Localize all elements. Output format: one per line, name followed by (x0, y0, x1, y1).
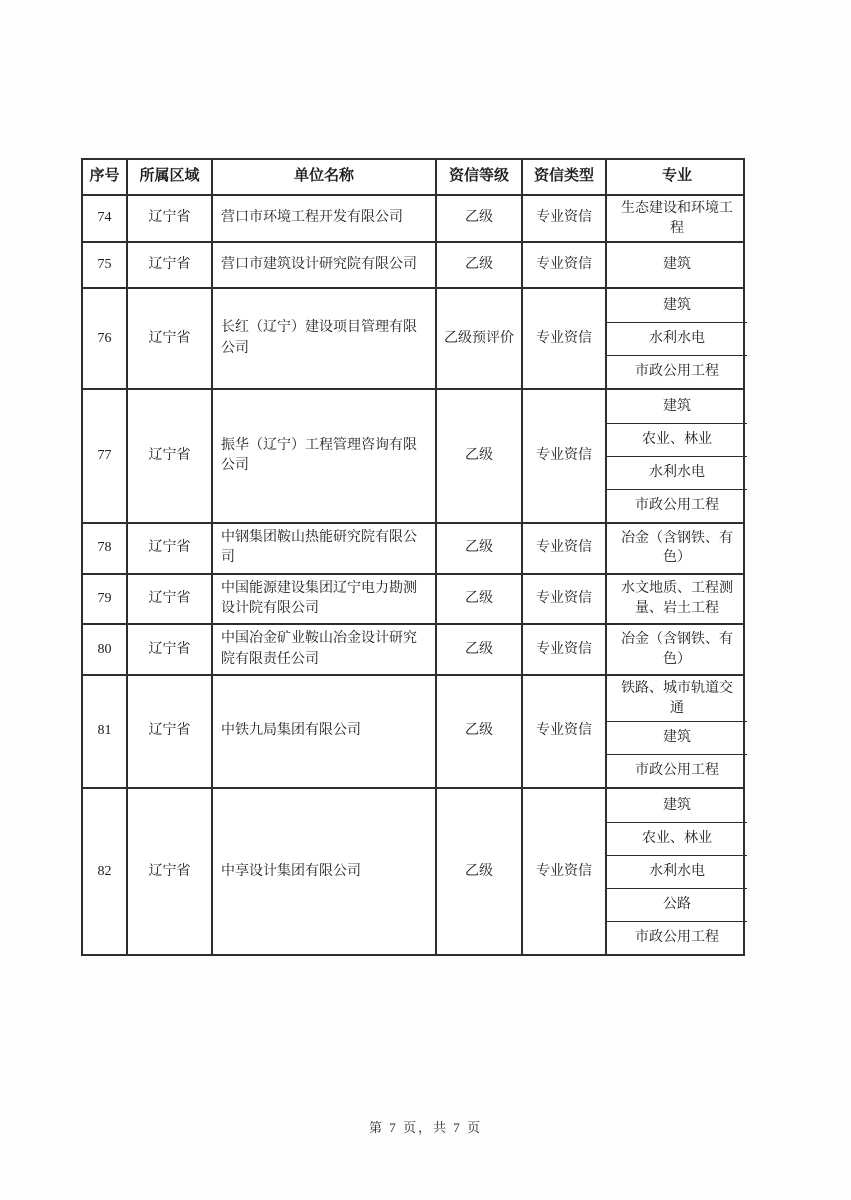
specialty-item: 建筑 (607, 721, 747, 754)
row-cell-type: 专业资信 (521, 789, 605, 954)
row-cell-grade: 乙级 (435, 196, 521, 241)
specialty-item: 市政公用工程 (607, 921, 747, 954)
table-body (83, 194, 743, 954)
header-cell-name: 单位名称 (211, 160, 435, 194)
row-cell-specialties (605, 676, 747, 787)
row-cell-region: 辽宁省 (126, 243, 211, 287)
table-row (83, 241, 743, 287)
row-cell-specialties (605, 575, 747, 624)
specialty-item: 农业、林业 (607, 423, 747, 456)
row-cell-type: 专业资信 (521, 289, 605, 388)
table-row (83, 388, 743, 522)
header-cell-grade: 资信等级 (435, 160, 521, 194)
specialty-item: 市政公用工程 (607, 754, 747, 787)
specialty-item: 冶金（含钢铁、有色） (621, 632, 733, 667)
row-cell-grade: 乙级 (435, 676, 521, 787)
row-cell-region: 辽宁省 (126, 289, 211, 388)
row-cell-region: 辽宁省 (126, 676, 211, 787)
header-cell-region: 所属区域 (126, 160, 211, 194)
header-cell-type: 资信类型 (521, 160, 605, 194)
row-cell-grade: 乙级 (435, 789, 521, 954)
row-cell-no: 74 (97, 210, 112, 226)
specialty-item: 农业、林业 (607, 822, 747, 855)
row-cell-grade: 乙级 (435, 243, 521, 287)
header-cell-no: 序号 (89, 168, 120, 185)
row-cell-grade: 乙级预评价 (435, 289, 521, 388)
table-row (83, 674, 743, 787)
row-cell-no: 82 (97, 863, 112, 879)
row-cell-no: 76 (97, 330, 112, 346)
specialty-item: 冶金（含钢铁、有色） (621, 530, 733, 566)
row-cell-type: 专业资信 (521, 196, 605, 241)
specialty-item: 铁路、城市轨道交通 (621, 680, 733, 716)
row-cell-type: 专业资信 (521, 524, 605, 573)
row-cell-no: 79 (97, 590, 112, 606)
row-cell-type: 专业资信 (521, 575, 605, 624)
row-cell-name: 营口市环境工程开发有限公司 (211, 196, 435, 241)
specialty-item: 建筑 (663, 797, 691, 813)
row-cell-specialties (605, 196, 747, 241)
specialty-item: 水文地质、工程测量、岩土工程 (621, 581, 733, 617)
row-cell-specialties (605, 243, 747, 287)
table-row (83, 573, 743, 624)
specialty-item: 公路 (607, 888, 747, 921)
row-cell-grade: 乙级 (435, 524, 521, 573)
specialty-item: 生态建设和环境工程 (621, 201, 733, 236)
specialty-item: 水利水电 (607, 322, 747, 355)
table-row (83, 522, 743, 573)
row-cell-region: 辽宁省 (126, 524, 211, 573)
row-cell-name: 长红（辽宁）建设项目管理有限公司 (211, 289, 435, 388)
row-cell-name: 中钢集团鞍山热能研究院有限公司 (211, 524, 435, 573)
row-cell-type: 专业资信 (521, 625, 605, 674)
specialty-item: 水利水电 (607, 855, 747, 888)
row-cell-no: 80 (97, 641, 112, 657)
row-cell-no: 75 (97, 257, 112, 273)
row-cell-name: 中享设计集团有限公司 (211, 789, 435, 954)
specialty-item: 建筑 (663, 398, 691, 414)
specialty-item: 水利水电 (607, 456, 747, 489)
specialty-item: 市政公用工程 (607, 489, 747, 522)
row-cell-specialties (605, 390, 747, 522)
row-cell-grade: 乙级 (435, 625, 521, 674)
row-cell-region: 辽宁省 (126, 196, 211, 241)
row-cell-name: 营口市建筑设计研究院有限公司 (211, 243, 435, 287)
row-cell-name: 中国冶金矿业鞍山冶金设计研究院有限责任公司 (211, 625, 435, 674)
page-number: 第 7 页，共 7 页 (368, 1120, 482, 1135)
row-cell-region: 辽宁省 (126, 575, 211, 624)
row-cell-specialties (605, 625, 747, 674)
specialty-item: 建筑 (663, 257, 691, 273)
row-cell-name: 中铁九局集团有限公司 (211, 676, 435, 787)
row-cell-region: 辽宁省 (126, 625, 211, 674)
row-cell-name: 振华（辽宁）工程管理咨询有限公司 (211, 390, 435, 522)
table-header-row (83, 160, 743, 194)
table-row (83, 194, 743, 241)
row-cell-type: 专业资信 (521, 390, 605, 522)
specialty-item: 市政公用工程 (607, 355, 747, 388)
row-cell-region: 辽宁省 (126, 789, 211, 954)
header-cell-spec: 专业 (605, 160, 747, 194)
row-cell-no: 77 (97, 448, 112, 464)
table-row (83, 787, 743, 954)
row-cell-grade: 乙级 (435, 390, 521, 522)
row-cell-region: 辽宁省 (126, 390, 211, 522)
row-cell-name: 中国能源建设集团辽宁电力勘测设计院有限公司 (211, 575, 435, 624)
row-cell-type: 专业资信 (521, 243, 605, 287)
row-cell-type: 专业资信 (521, 676, 605, 787)
specialty-item: 建筑 (663, 297, 691, 313)
row-cell-specialties (605, 524, 747, 573)
row-cell-grade: 乙级 (435, 575, 521, 624)
row-cell-no: 81 (97, 723, 112, 739)
table-row (83, 287, 743, 388)
table-row (83, 623, 743, 674)
row-cell-specialties (605, 789, 747, 954)
credit-rating-table (81, 158, 745, 956)
row-cell-specialties (605, 289, 747, 388)
row-cell-no: 78 (97, 540, 112, 556)
